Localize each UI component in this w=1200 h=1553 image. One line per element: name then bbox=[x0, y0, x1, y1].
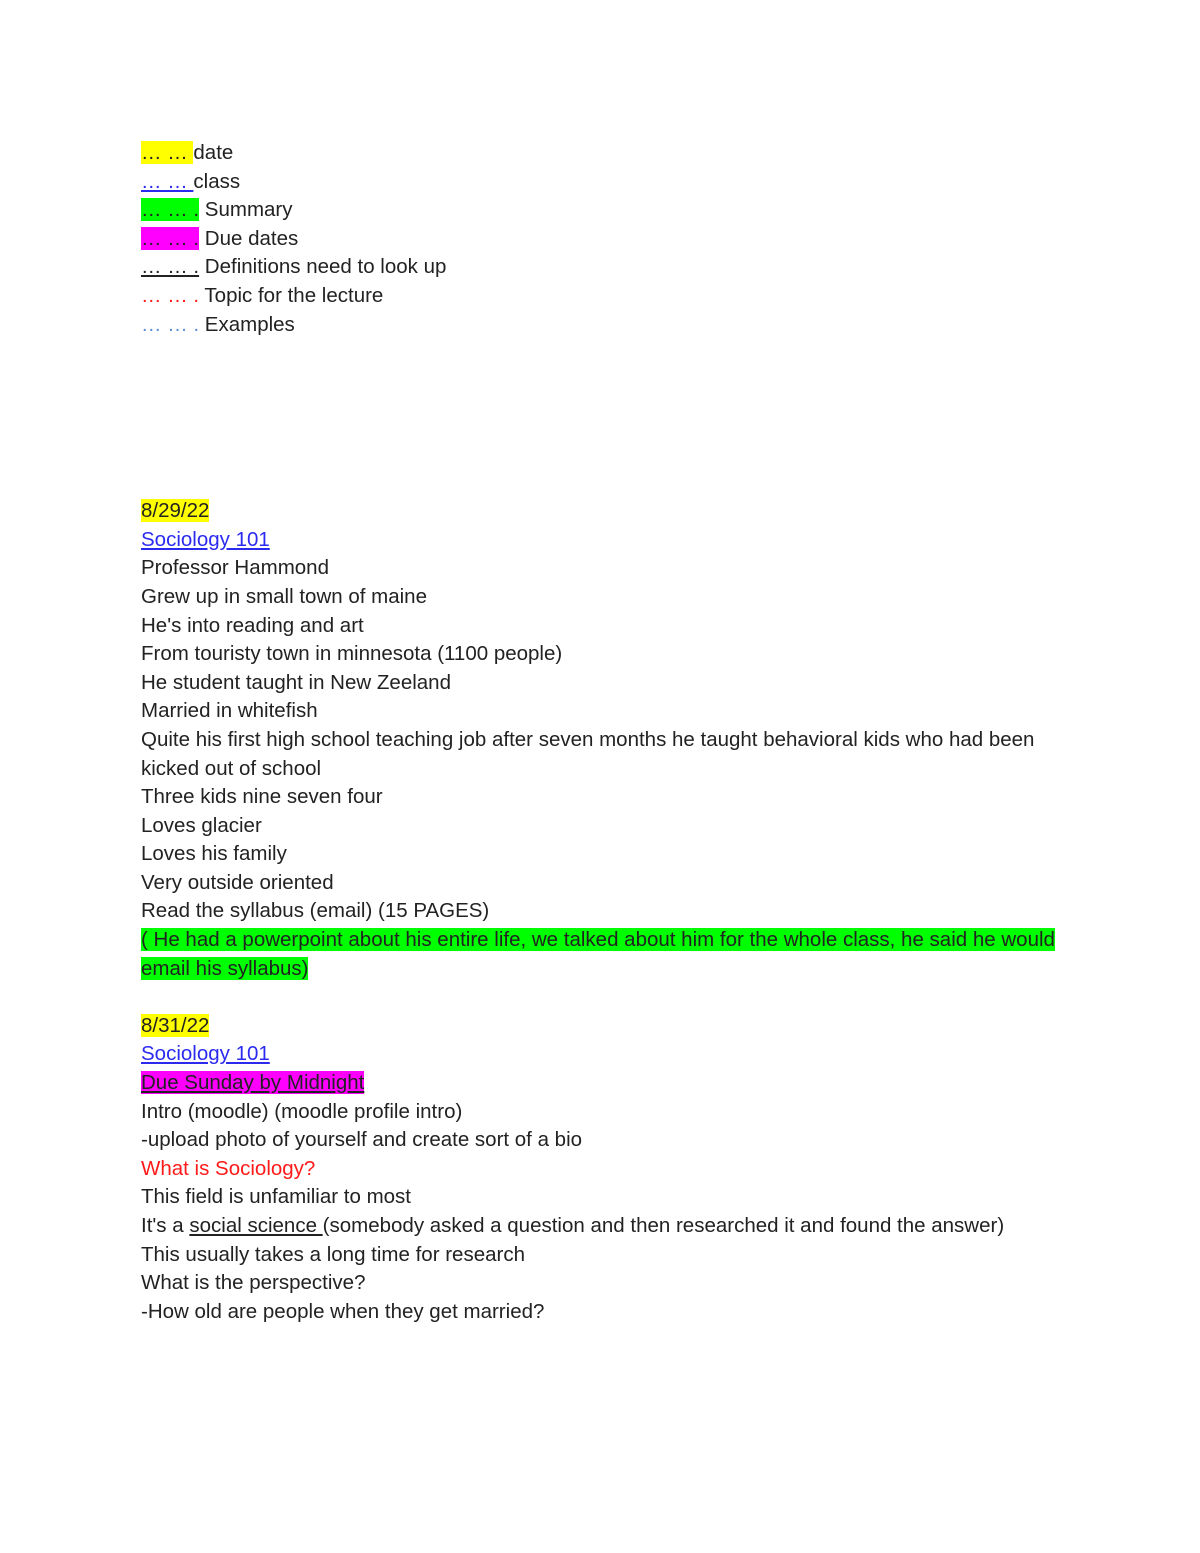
lecture-topic: What is Sociology? bbox=[141, 1156, 316, 1180]
entry-date: 8/29/22 bbox=[141, 499, 210, 523]
blank-space bbox=[141, 339, 1071, 497]
legend-item-date bbox=[141, 139, 1071, 168]
note-line: This field is unfamiliar to most bbox=[141, 1185, 412, 1209]
legend-label-definitions: Definitions need to look up bbox=[204, 255, 447, 279]
entry-summary: ( He had a powerpoint about his entire life, we talked about him for the whole class, he said he would email his syllabus) bbox=[141, 928, 1055, 980]
note-line: From touristy town in minnesota (1100 people) bbox=[141, 642, 563, 666]
legend-label-summary: Summary bbox=[204, 198, 293, 222]
entry-class-name: Sociology 101 bbox=[141, 527, 270, 551]
note-line: Three kids nine seven four bbox=[141, 785, 383, 809]
social-science-prefix: It's a bbox=[141, 1214, 190, 1237]
legend-label-date: date bbox=[193, 141, 234, 164]
note-line: Read the syllabus (email) (15 PAGES) bbox=[141, 899, 490, 923]
document-page bbox=[141, 139, 1071, 1326]
note-line: He student taught in New Zeeland bbox=[141, 670, 451, 694]
note-line: He's into reading and art bbox=[141, 613, 364, 637]
note-line: This usually takes a long time for research bbox=[141, 1242, 525, 1266]
entry-class-name: Sociology 101 bbox=[141, 1042, 270, 1066]
blank-line bbox=[141, 983, 1071, 1012]
note-line: -upload photo of yourself and create sort of a bio bbox=[141, 1128, 583, 1152]
note-line: Loves glacier bbox=[141, 813, 262, 837]
legend-label-due-dates: Due dates bbox=[204, 226, 299, 250]
legend-key-topic: … … . bbox=[141, 283, 200, 307]
legend-item-class bbox=[141, 168, 1071, 197]
legend-key-examples: … … . bbox=[141, 312, 200, 336]
legend-key-definitions: … … . bbox=[141, 255, 200, 279]
legend-key-date: … … bbox=[141, 141, 194, 164]
legend-item-due-dates bbox=[141, 225, 1071, 254]
note-line: -How old are people when they get married? bbox=[141, 1299, 545, 1323]
note-entry-2 bbox=[141, 1012, 1071, 1327]
legend-item-summary bbox=[141, 196, 1071, 225]
entry-due-date: Due Sunday by Midnight bbox=[141, 1071, 365, 1095]
legend-label-examples: Examples bbox=[204, 312, 295, 336]
legend-item-definitions bbox=[141, 253, 1071, 282]
legend-label-class: class bbox=[193, 169, 241, 193]
legend-key-class: … … bbox=[141, 169, 194, 193]
note-line: Grew up in small town of maine bbox=[141, 584, 427, 608]
legend-item-examples bbox=[141, 311, 1071, 340]
note-line: Professor Hammond bbox=[141, 556, 329, 580]
social-science-suffix: (somebody asked a question and then researched it and found the answer) bbox=[322, 1214, 1005, 1237]
definition-term: social science bbox=[189, 1214, 323, 1237]
note-line: Very outside oriented bbox=[141, 870, 334, 894]
note-line: Loves his family bbox=[141, 842, 287, 866]
legend-label-topic: Topic for the lecture bbox=[204, 283, 384, 307]
entry-date: 8/31/22 bbox=[141, 1013, 210, 1037]
note-line: Quite his first high school teaching job after seven months he taught behavioral kids who had been kicked out of school bbox=[141, 727, 1035, 780]
note-line: Intro (moodle) (moodle profile intro) bbox=[141, 1099, 463, 1123]
legend-item-topic bbox=[141, 282, 1071, 311]
note-line-social-science bbox=[141, 1212, 1071, 1241]
note-line: What is the perspective? bbox=[141, 1271, 366, 1295]
legend-key-summary: … … . bbox=[141, 198, 200, 222]
note-entry-1 bbox=[141, 497, 1071, 983]
legend-key-due-dates: … … . bbox=[141, 226, 200, 250]
note-line: Married in whitefish bbox=[141, 699, 318, 723]
legend bbox=[141, 139, 1071, 339]
